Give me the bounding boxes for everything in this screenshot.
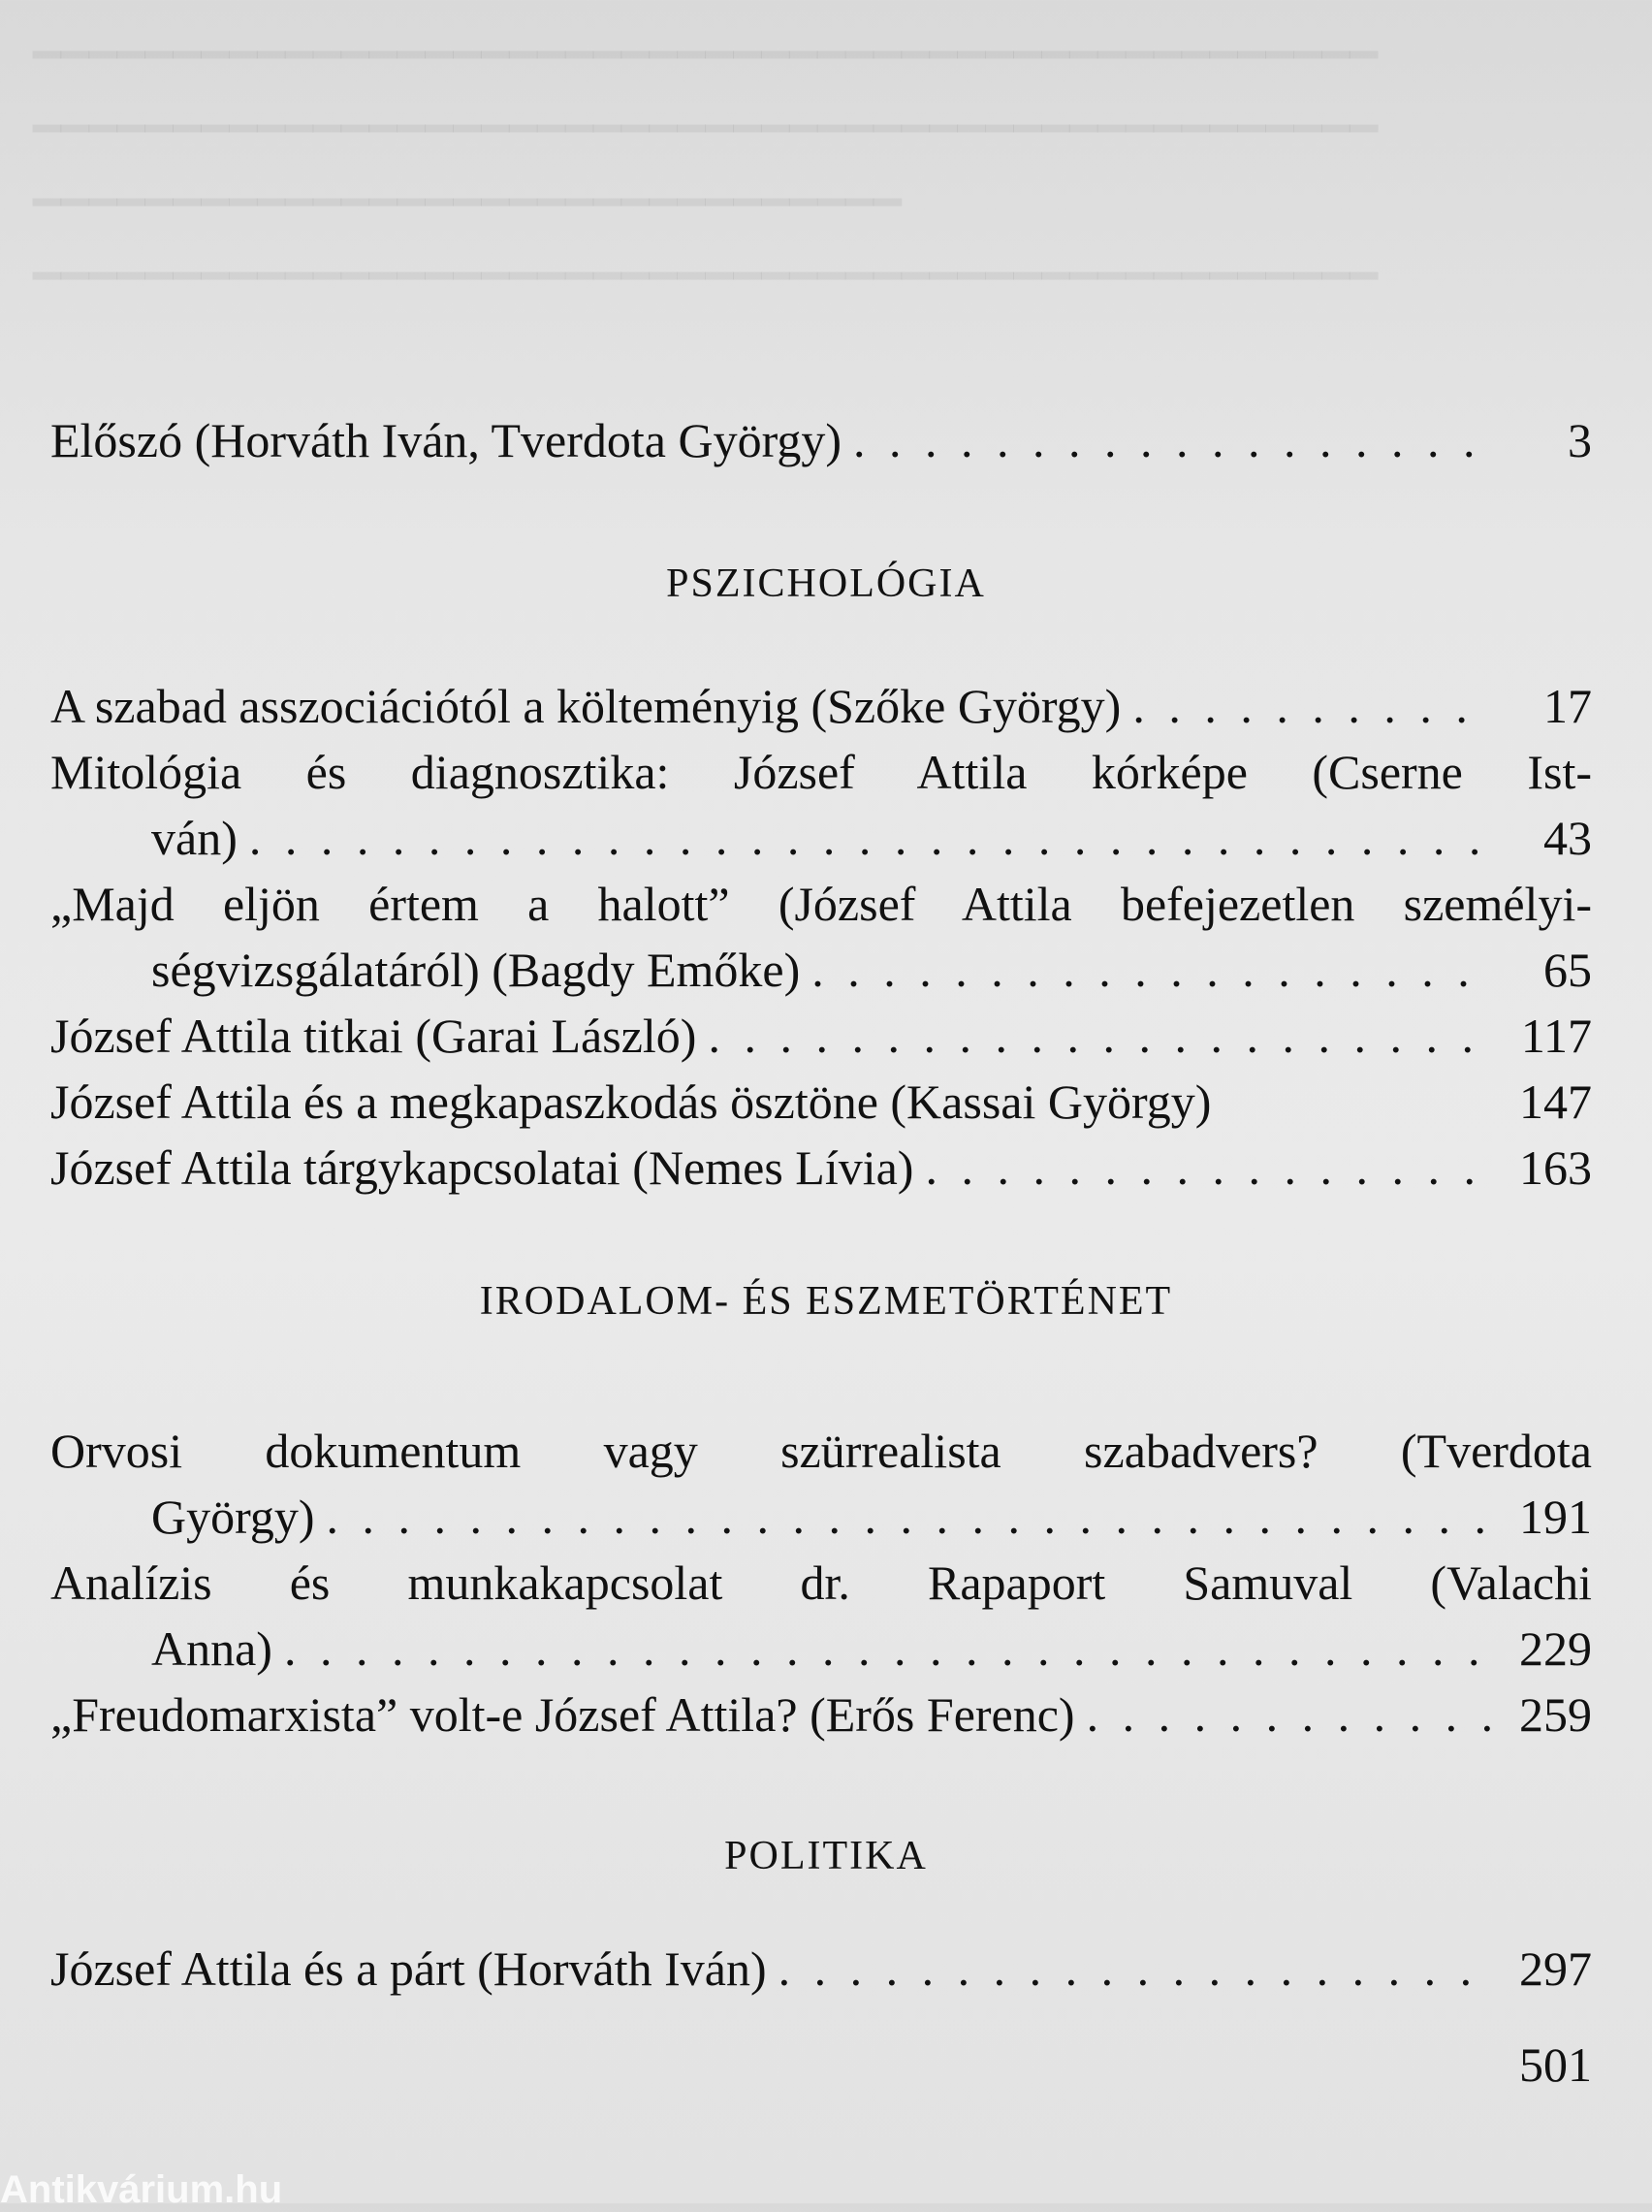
entry-title: „Majd eljön értem a halott” (József Attila befejezetlen személyi-: [50, 877, 1592, 931]
toc-entry[interactable]: [50, 1069, 1592, 1135]
entry-page: 191: [1519, 1490, 1592, 1544]
leader-dots: [925, 1135, 1493, 1201]
page-number: 501: [1519, 2037, 1592, 2092]
entry-page: 297: [1519, 1941, 1592, 1996]
entry-title-cont: Anna): [151, 1621, 272, 1676]
entry-title: „Freudomarxista” volt-e József Attila? (Erős Ferenc): [50, 1687, 1075, 1742]
leader-dots: [284, 1616, 1493, 1682]
entry-title: A szabad asszociációtól a költeményig (Szőke György): [50, 679, 1122, 733]
entry-title: József Attila tárgykapcsolatai (Nemes Lívia): [50, 1140, 914, 1195]
leader-dots: [853, 407, 1493, 473]
entry-title: Orvosi dokumentum vagy szürrealista szabadvers? (Tverdota: [50, 1424, 1592, 1478]
entry-title: József Attila és a megkapaszkodás ösztöne (Kassai György): [50, 1074, 1212, 1129]
entry-page: 3: [1568, 413, 1592, 467]
entry-page: 259: [1519, 1687, 1592, 1742]
entry-page: 229: [1519, 1621, 1592, 1676]
leader-dots: [811, 937, 1493, 1003]
show-through-text: ━━━━━━━━━━━━━━━━━━━━━━━━━━━━━━━━━━━━━━━━━━━━━━━━ ━━━━━━━━━━━━━━━━━━━━━━━━━━━━━━━━━━━━━━━━━━━━━━━━ ━━━━━━━━━━━━━━━━━━━━━━━━━━━━━━━ ━━━━━━━━━━━━━━━━━━━━━━━━━━━━━━━━━━━━━━━━━━━━━━━━: [33, 30, 1379, 303]
watermark-logo: Antikvárium.hu: [0, 2168, 283, 2211]
toc-entry[interactable]: [50, 1418, 1592, 1550]
toc-entry[interactable]: [50, 871, 1592, 1003]
entry-title: Analízis és munkakapcsolat dr. Rapaport Samuval (Valachi: [50, 1555, 1592, 1610]
toc-entry[interactable]: [50, 1003, 1592, 1069]
entry-title-cont: ségvizsgálatáról) (Bagdy Emőke): [151, 943, 801, 997]
toc-entry-preface[interactable]: [50, 407, 1592, 473]
entry-title: József Attila titkai (Garai László): [50, 1009, 697, 1063]
entry-title-cont: György): [151, 1490, 315, 1544]
entry-title-cont: ván): [151, 811, 238, 865]
section-heading: IRODALOM- ÉS ESZMETÖRTÉNET: [479, 1279, 1173, 1324]
section-heading: POLITIKA: [724, 1834, 928, 1878]
leader-dots: [708, 1003, 1493, 1069]
toc-entry[interactable]: [50, 1135, 1592, 1201]
entry-title: Előszó (Horváth Iván, Tverdota György): [50, 413, 842, 467]
entry-page: 17: [1543, 679, 1592, 733]
leader-dots: [1087, 1682, 1493, 1747]
leader-dots: [1132, 673, 1493, 739]
toc-entry[interactable]: [50, 1682, 1592, 1747]
entry-page: 147: [1519, 1074, 1592, 1129]
toc-entry[interactable]: [50, 739, 1592, 871]
toc-entry[interactable]: [50, 1550, 1592, 1682]
leader-dots: [249, 805, 1493, 871]
leader-dots: [778, 1936, 1493, 2002]
entry-page: 43: [1543, 811, 1592, 865]
entry-page: 65: [1543, 943, 1592, 997]
entry-page: 117: [1520, 1009, 1592, 1063]
entry-title: Mitológia és diagnosztika: József Attila kórképe (Cserne Ist-: [50, 745, 1592, 799]
entry-title: József Attila és a párt (Horváth Iván): [50, 1941, 767, 1996]
entry-page: 163: [1519, 1140, 1592, 1195]
toc-entry[interactable]: [50, 673, 1592, 739]
toc-entry[interactable]: [50, 1936, 1592, 2002]
leader-dots: [327, 1484, 1493, 1550]
section-heading: PSZICHOLÓGIA: [666, 561, 986, 606]
